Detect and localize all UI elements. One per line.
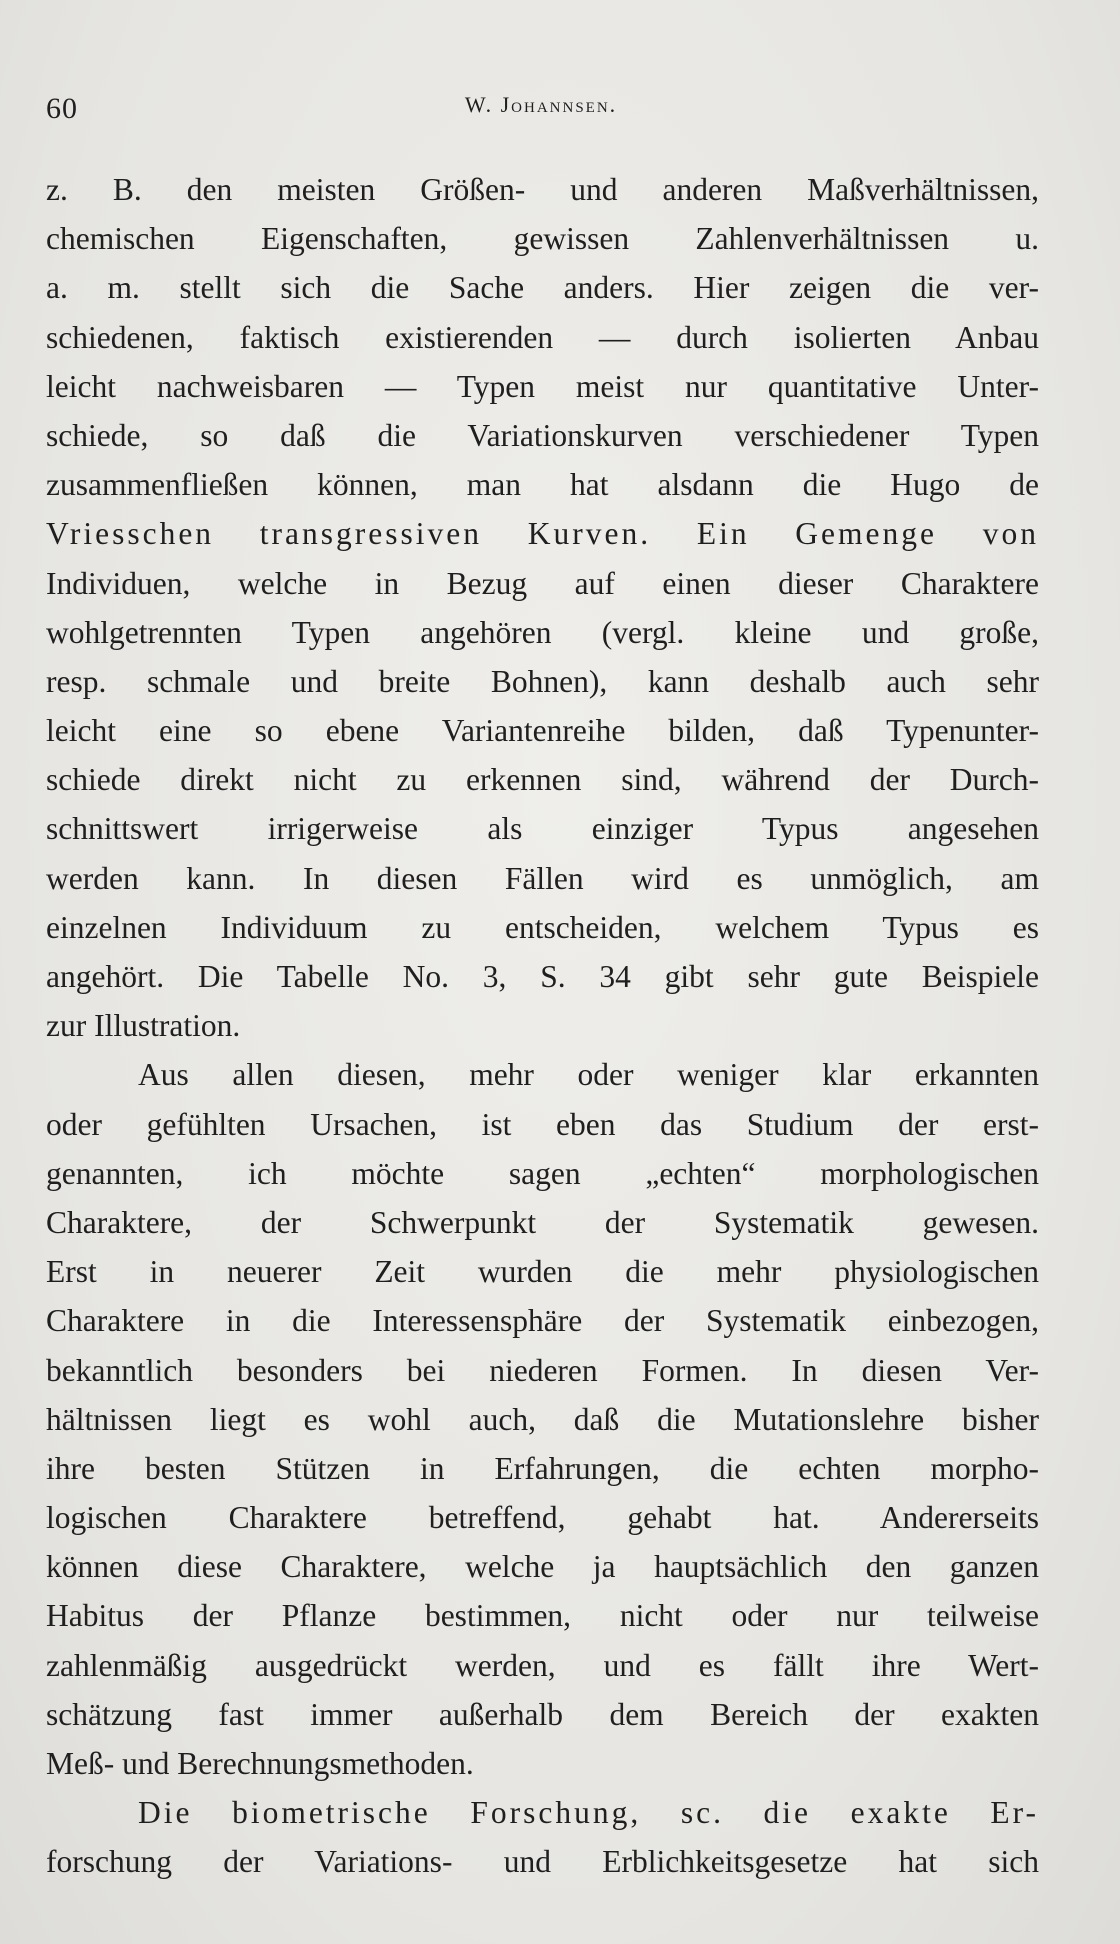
- text-line: einzelnen Individuum zu entscheiden, welchem Typus es: [46, 909, 1039, 945]
- text-line: logischen Charaktere betreffend, gehabt hat. Andererseits: [46, 1500, 1039, 1536]
- running-head: W. Johannsen.: [464, 92, 618, 117]
- text-line: leicht eine so ebene Variantenreihe bilden, daß Typenunter-: [46, 713, 1039, 749]
- text-line: resp. schmale und breite Bohnen), kann deshalb auch sehr: [46, 663, 1039, 699]
- text-line: schätzung fast immer außerhalb dem Bereich der exakten: [46, 1696, 1039, 1732]
- text-line: schiede direkt nicht zu erkennen sind, während der Durch-: [46, 762, 1039, 798]
- text-line: a. m. stellt sich die Sache anders. Hier zeigen die ver-: [46, 270, 1039, 306]
- paragraph-first-line: Aus allen diesen, mehr oder weniger klar erkannten: [138, 1057, 1039, 1093]
- text-line: zur Illustration.: [46, 1008, 241, 1044]
- text-line: wohlgetrennten Typen angehören (vergl. kleine und große,: [46, 614, 1039, 650]
- text-line: schnittswert irrigerweise als einziger Typus angesehen: [46, 811, 1039, 847]
- text-line: angehört. Die Tabelle No. 3, S. 34 gibt sehr gute Beispiele: [46, 959, 1039, 994]
- text-line: hältnissen liegt es wohl auch, daß die Mutationslehre bisher: [46, 1401, 1039, 1437]
- text-line: bekanntlich besonders bei niederen Formen. In diesen Ver-: [46, 1352, 1039, 1388]
- text-line: Habitus der Pflanze bestimmen, nicht oder nur teilweise: [46, 1598, 1039, 1634]
- text-line: forschung der Variations- und Erblichkeitsgesetze hat sich: [46, 1844, 1039, 1880]
- text-line: Individuen, welche in Bezug auf einen dieser Charaktere: [46, 565, 1039, 601]
- text-line: zahlenmäßig ausgedrückt werden, und es fällt ihre Wert-: [46, 1647, 1039, 1683]
- text-line: Vriesschen transgressiven Kurven. Ein Gemenge von: [46, 516, 1039, 552]
- body-text: [46, 165, 1039, 1887]
- text-line: chemischen Eigenschaften, gewissen Zahlenverhältnissen u.: [46, 221, 1039, 257]
- page-header: [46, 92, 1036, 124]
- text-line: Erst in neuerer Zeit wurden die mehr physiologischen: [46, 1254, 1039, 1290]
- text-line: z. B. den meisten Größen- und anderen Maßverhältnissen,: [46, 172, 1039, 207]
- text-line: werden kann. In diesen Fällen wird es unmöglich, am: [46, 860, 1039, 896]
- text-line: zusammenfließen können, man hat alsdann die Hugo de: [46, 467, 1039, 503]
- text-line: schiedenen, faktisch existierenden — durch isolierten Anbau: [46, 319, 1039, 355]
- page-number: 60: [46, 92, 78, 125]
- text-line: oder gefühlten Ursachen, ist eben das Studium der erst-: [46, 1106, 1039, 1142]
- text-line: können diese Charaktere, welche ja hauptsächlich den ganzen: [46, 1549, 1039, 1585]
- text-line: Meß- und Berechnungsmethoden.: [46, 1746, 474, 1781]
- text-line: Charaktere in die Interessensphäre der Systematik einbezogen,: [46, 1303, 1039, 1339]
- paragraph-first-line: Die biometrische Forschung, sc. die exakte Er-: [138, 1795, 1039, 1831]
- text-line: Charaktere, der Schwerpunkt der Systematik gewesen.: [46, 1204, 1039, 1240]
- text-line: leicht nachweisbaren — Typen meist nur quantitative Unter-: [46, 368, 1039, 404]
- text-line: ihre besten Stützen in Erfahrungen, die echten morpho-: [46, 1450, 1039, 1486]
- text-line: genannten, ich möchte sagen „echten“ morphologischen: [46, 1155, 1039, 1191]
- text-line: schiede, so daß die Variationskurven verschiedener Typen: [46, 417, 1039, 453]
